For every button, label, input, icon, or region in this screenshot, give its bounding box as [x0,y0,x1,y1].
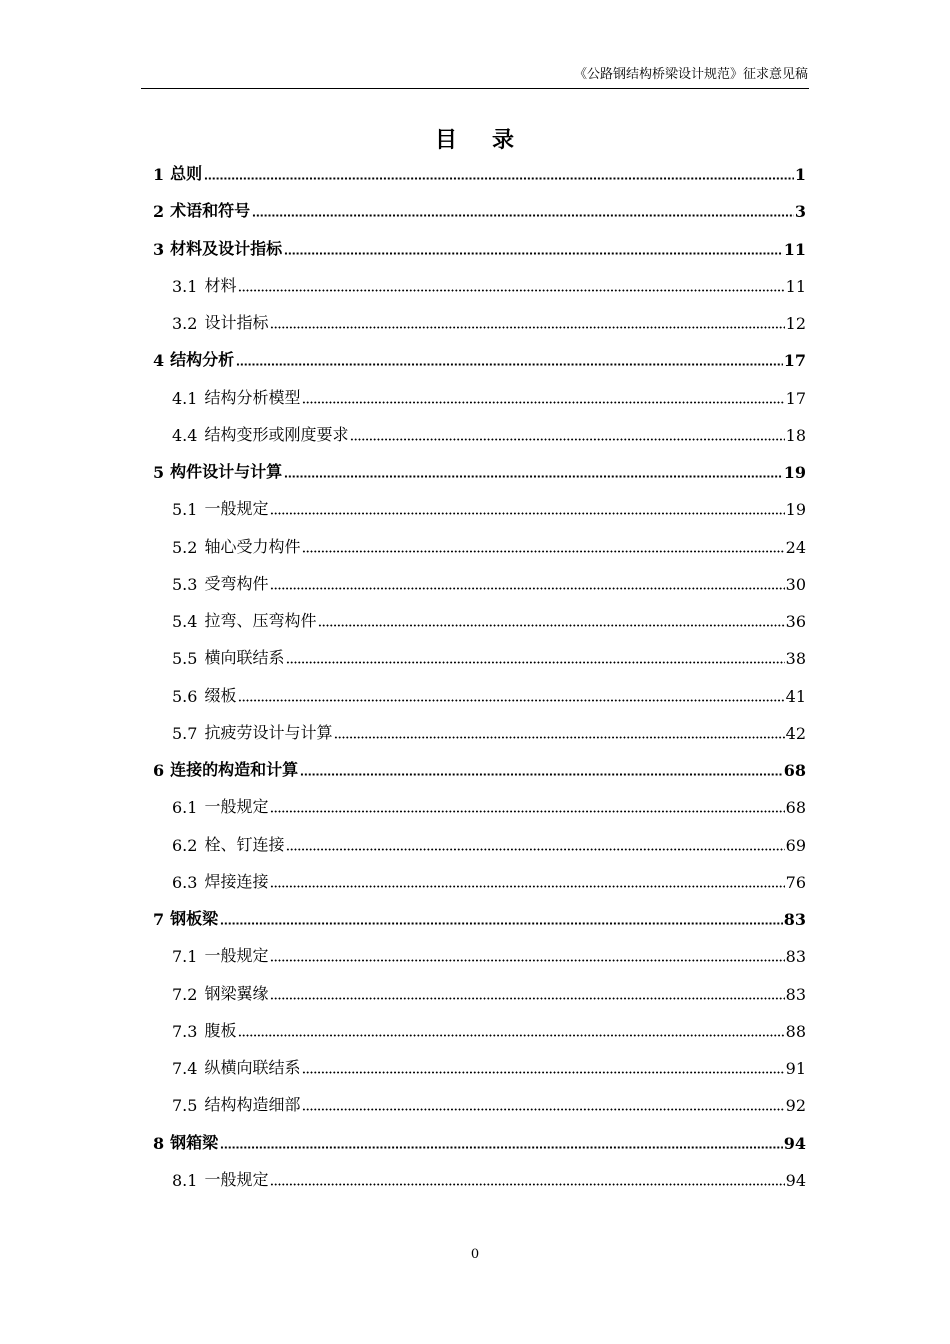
toc-entry-number: 7.3 [172,1021,198,1041]
toc-dot-leader [270,326,784,329]
toc-entry-title: 一般规定 [204,946,269,966]
toc-entry-number: 7.2 [172,984,198,1004]
toc-section-entry[interactable] [153,1091,806,1115]
toc-entry-page: 92 [785,1096,806,1116]
toc-entry-title: 结构构造细部 [204,1095,301,1115]
toc-chapter-entry[interactable] [153,905,806,929]
toc-section-entry[interactable] [153,831,806,855]
toc-dot-leader [238,1034,784,1037]
toc-entry-page: 1 [794,165,806,184]
toc-entry-number: 7 [153,910,165,929]
toc-entry-number: 4 [153,351,165,371]
toc-entry-title: 抗疲劳设计与计算 [204,722,333,742]
toc-entry-page: 94 [785,1170,806,1190]
toc-entry-number: 8.1 [172,1170,198,1190]
toc-entry-page: 76 [785,872,806,892]
toc-entry-title: 术语和符号 [170,201,251,221]
toc-section-entry[interactable] [153,421,806,445]
toc-entry-number: 5.4 [172,612,198,631]
toc-dot-leader [270,997,784,1000]
toc-dot-leader [302,1071,784,1074]
toc-entry-title: 钢箱梁 [170,1132,219,1152]
toc-dot-leader [270,587,784,590]
toc-entry-title: 缀板 [204,685,237,705]
toc-entry-page: 83 [785,984,806,1004]
toc-entry-page: 38 [785,649,806,669]
toc-entry-number: 1 [153,165,165,184]
toc-entry-page: 41 [785,686,806,706]
toc-chapter-entry[interactable] [153,458,806,482]
toc-title-right: 录 [492,127,516,153]
toc-chapter-entry[interactable] [153,235,806,259]
toc-entry-title: 拉弯、压弯构件 [204,611,317,630]
toc-section-entry[interactable] [153,607,806,631]
toc-entry-title: 轴心受力构件 [204,536,301,556]
toc-chapter-entry[interactable] [153,197,806,221]
toc-entry-page: 88 [785,1021,806,1041]
toc-entry-number: 8 [153,1133,165,1153]
toc-entry-title: 结构分析模型 [204,387,301,407]
toc-entry-title: 构件设计与计算 [170,462,283,481]
toc-entry-page: 94 [783,1133,806,1153]
toc-dot-leader [238,289,784,292]
toc-entry-number: 4.4 [172,425,198,445]
toc-dot-leader [284,252,783,255]
toc-title [0,124,950,156]
toc-chapter-entry[interactable] [153,1129,806,1153]
toc-section-entry[interactable] [153,1017,806,1041]
toc-entry-page: 83 [783,910,806,929]
header-rule [141,88,809,89]
toc-dot-leader [252,214,794,217]
toc-section-entry[interactable] [153,1054,806,1078]
toc-entry-page: 19 [785,500,806,520]
toc-entry-page: 30 [785,574,806,594]
toc-dot-leader [284,475,783,478]
toc-dot-leader [302,550,784,553]
toc-section-entry[interactable] [153,682,806,706]
toc-entry-number: 5 [153,463,165,482]
toc-section-entry[interactable] [153,942,806,966]
toc-entry-page: 24 [785,537,806,557]
toc-entry-number: 6.2 [172,835,198,855]
toc-entry-title: 纵横向联结系 [204,1058,301,1077]
running-header: 《公路钢结构桥梁设计规范》征求意见稿 [573,67,808,82]
toc-entry-page: 17 [785,388,806,408]
toc-dot-leader [236,363,783,366]
toc-dot-leader [300,773,783,776]
toc-entry-title: 一般规定 [204,797,269,817]
toc-dot-leader [204,177,794,180]
toc-chapter-entry[interactable] [153,160,806,184]
toc-entry-number: 2 [153,202,165,222]
toc-entry-number: 6.1 [172,798,198,818]
toc-entry-title: 设计指标 [204,313,269,332]
toc-entry-title: 总则 [170,164,203,183]
toc-section-entry[interactable] [153,1166,806,1190]
toc-entry-title: 栓、钉连接 [204,834,285,854]
toc-entry-number: 4.1 [172,388,198,408]
toc-section-entry[interactable] [153,868,806,892]
toc-entry-page: 36 [785,612,806,631]
toc-entry-number: 5.1 [172,500,198,520]
toc-entry-number: 3 [153,239,165,259]
toc-entry-title: 受弯构件 [204,573,269,593]
toc-entry-title: 结构变形或刚度要求 [204,424,349,444]
toc-dot-leader [220,922,783,925]
toc-dot-leader [220,1146,783,1149]
toc-entry-number: 7.4 [172,1059,198,1078]
toc-entry-number: 3.2 [172,314,198,333]
page-number: 0 [470,1247,480,1262]
toc-entry-page: 69 [785,835,806,855]
toc-entry-page: 19 [783,463,806,482]
toc-entry-number: 6.3 [172,872,198,892]
toc-section-entry[interactable] [153,980,806,1004]
toc-dot-leader [270,512,784,515]
toc-entry-number: 5.3 [172,574,198,594]
toc-entry-page: 11 [785,276,806,296]
toc-section-entry[interactable] [153,719,806,743]
toc-chapter-entry[interactable] [153,346,806,370]
toc-section-entry[interactable] [153,309,806,333]
toc-entry-page: 42 [785,723,806,743]
toc-entry-title: 一般规定 [204,1169,269,1189]
toc-dot-leader [350,438,784,441]
toc-dot-leader [286,661,784,664]
toc-entry-number: 5.2 [172,537,198,557]
toc-dot-leader [302,401,784,404]
toc-dot-leader [334,736,784,739]
toc-entry-title: 横向联结系 [204,648,285,668]
toc-chapter-entry[interactable] [153,756,806,780]
toc-entry-page: 12 [785,314,806,333]
toc-dot-leader [318,624,784,627]
toc-entry-number: 6 [153,761,165,780]
toc-entry-title: 材料及设计指标 [170,238,283,258]
toc-entry-title: 钢梁翼缘 [204,983,269,1003]
toc-entry-number: 7.5 [172,1096,198,1116]
toc-section-entry[interactable] [153,793,806,817]
toc-entry-title: 结构分析 [170,350,235,370]
toc-entry-page: 11 [783,239,806,259]
toc-entry-number: 5.6 [172,686,198,706]
toc-entry-number: 7.1 [172,947,198,967]
toc-dot-leader [270,810,784,813]
toc-entry-page: 17 [783,351,806,371]
toc-entry-title: 焊接连接 [204,871,269,891]
toc-entry-page: 83 [785,947,806,967]
toc-section-entry[interactable] [153,533,806,557]
toc-entry-title: 钢板梁 [170,909,219,928]
toc-dot-leader [270,959,784,962]
toc-section-entry[interactable] [153,570,806,594]
toc-entry-title: 连接的构造和计算 [170,760,299,779]
toc-entry-page: 68 [785,798,806,818]
toc-entry-number: 5.7 [172,723,198,743]
toc-entry-title: 一般规定 [204,499,269,519]
toc-dot-leader [238,699,784,702]
toc-dot-leader [286,848,784,851]
toc-entry-number: 5.5 [172,649,198,669]
toc-section-entry[interactable] [153,384,806,408]
toc-entry-page: 91 [785,1059,806,1078]
toc-entry-title: 腹板 [204,1020,237,1040]
toc-section-entry[interactable] [153,495,806,519]
toc-title-left: 目 [434,127,458,153]
toc-dot-leader [270,1183,784,1186]
toc-entry-page: 3 [794,202,806,222]
toc-entry-page: 18 [785,425,806,445]
toc-dot-leader [270,885,784,888]
toc-entry-title: 材料 [204,275,237,295]
toc-section-entry[interactable] [153,272,806,296]
toc-entry-page: 68 [783,761,806,780]
toc-section-entry[interactable] [153,644,806,668]
toc-entry-number: 3.1 [172,276,198,296]
toc-dot-leader [302,1108,784,1111]
